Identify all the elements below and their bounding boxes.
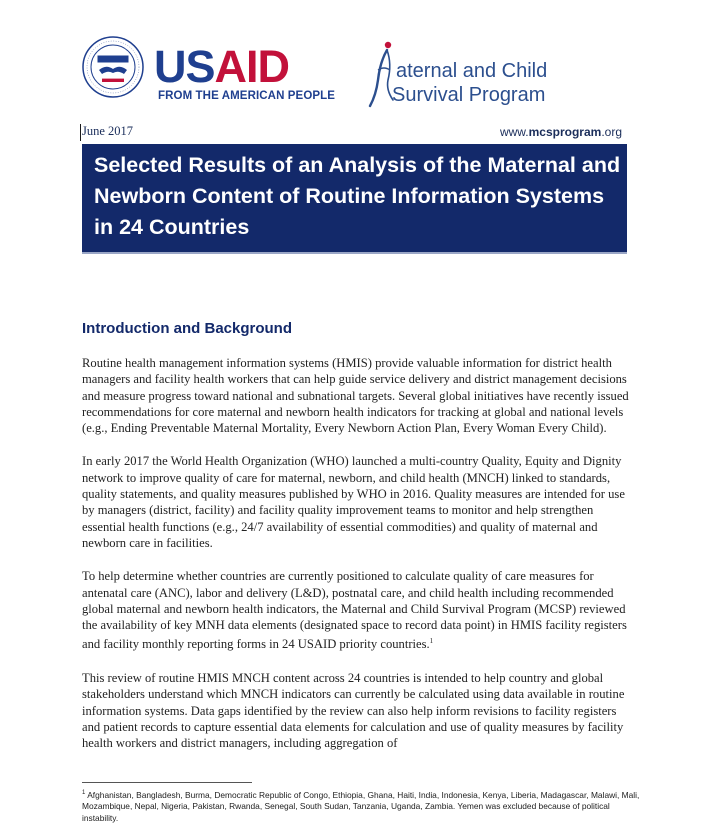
paragraph-3-text: To help determine whether countries are currently positioned to calculate quality of care measures for antenatal care (ANC), labor and delivery (L&D), postnatal care, and child health including recommended global maternal and newborn health indicators, the Maternal and Child Survival Program (MCSP) reviewed the availability of key MNH data elements (designated space to record data point) in HMIS facility registers and facility monthly reporting forms in 24 USAID priority countries. [82, 569, 627, 652]
body-text [82, 355, 632, 768]
usaid-wordmark [154, 41, 290, 92]
footnote-divider [82, 782, 252, 783]
paragraph-4: This review of routine HMIS MNCH content across 24 countries is intended to help country and global stakeholders understand which MNCH indicators can currently be calculated using data available in routine information systems. Data gaps identified by the review can also help inform revisions to facility registers and patient records to capture essential data elements for calculation and use of quality measures by facility health workers and district managers, including aggregation of [82, 670, 625, 751]
usaid-seal-icon [82, 36, 144, 98]
section-heading: Introduction and Background [82, 320, 292, 337]
mcsp-name-line1: aternal and Child [396, 60, 548, 82]
footnote [82, 788, 642, 825]
mcsp-name-line2: Survival Program [392, 84, 546, 106]
footnote-marker: 1 [82, 790, 86, 796]
website-prefix: www. [499, 125, 529, 139]
paragraph-1: Routine health management information systems (HMIS) provide valuable information for district health managers and facility health workers that can help guide service delivery and district management decisions and measure progress toward national and subnational targets. Several global initiatives have recently issued recommendations for core maternal and newborn health indicators for tracking at global and national levels (e.g., Ending Preventable Maternal Mortality, Every Newborn Action Plan, Every Woman Every Child). [82, 356, 629, 436]
paragraph-3 [82, 568, 632, 653]
usaid-word-aid: AID [214, 41, 290, 92]
paragraph-2: In early 2017 the World Health Organization (WHO) launched a multi-country Quality, Equity and Dignity network to improve quality of care for maternal, newborn, and child health (MNCH) linked to standards, quality statements, and quality measures published by WHO in 2016. Quality measures are intended for use by managers (district, facility) and facility quality improvement teams to monitor and help strengthen essential health functions (e.g., 24/7 availability of essential commodities) and quality of maternal and newborn care in facilities. [82, 454, 625, 550]
title-banner [82, 144, 627, 254]
website-suffix: .org [601, 125, 622, 139]
publication-date: June 2017 [82, 124, 134, 138]
usaid-word-us: US [154, 41, 215, 92]
website-link[interactable] [500, 125, 622, 139]
footnote-ref[interactable]: 1 [429, 637, 434, 646]
usaid-tagline: FROM THE AMERICAN PEOPLE [158, 90, 336, 102]
document-title: Selected Results of an Analysis of the Maternal and Newborn Content of Routine Information Systems in 24 Countries [94, 153, 621, 239]
footnote-text: Afghanistan, Bangladesh, Burma, Democratic Republic of Congo, Ethiopia, Ghana, Haiti, India, Indonesia, Kenya, Liberia, Madagascar, Malawi, Mali, Mozambique, Nepal, Nigeria, Pakistan, Rwanda, Senegal, South Sudan, Tanzania, Uganda, Zambia. Yemen was excluded because of political instability. [82, 789, 640, 823]
website-bold: mcsprogram [528, 125, 602, 139]
